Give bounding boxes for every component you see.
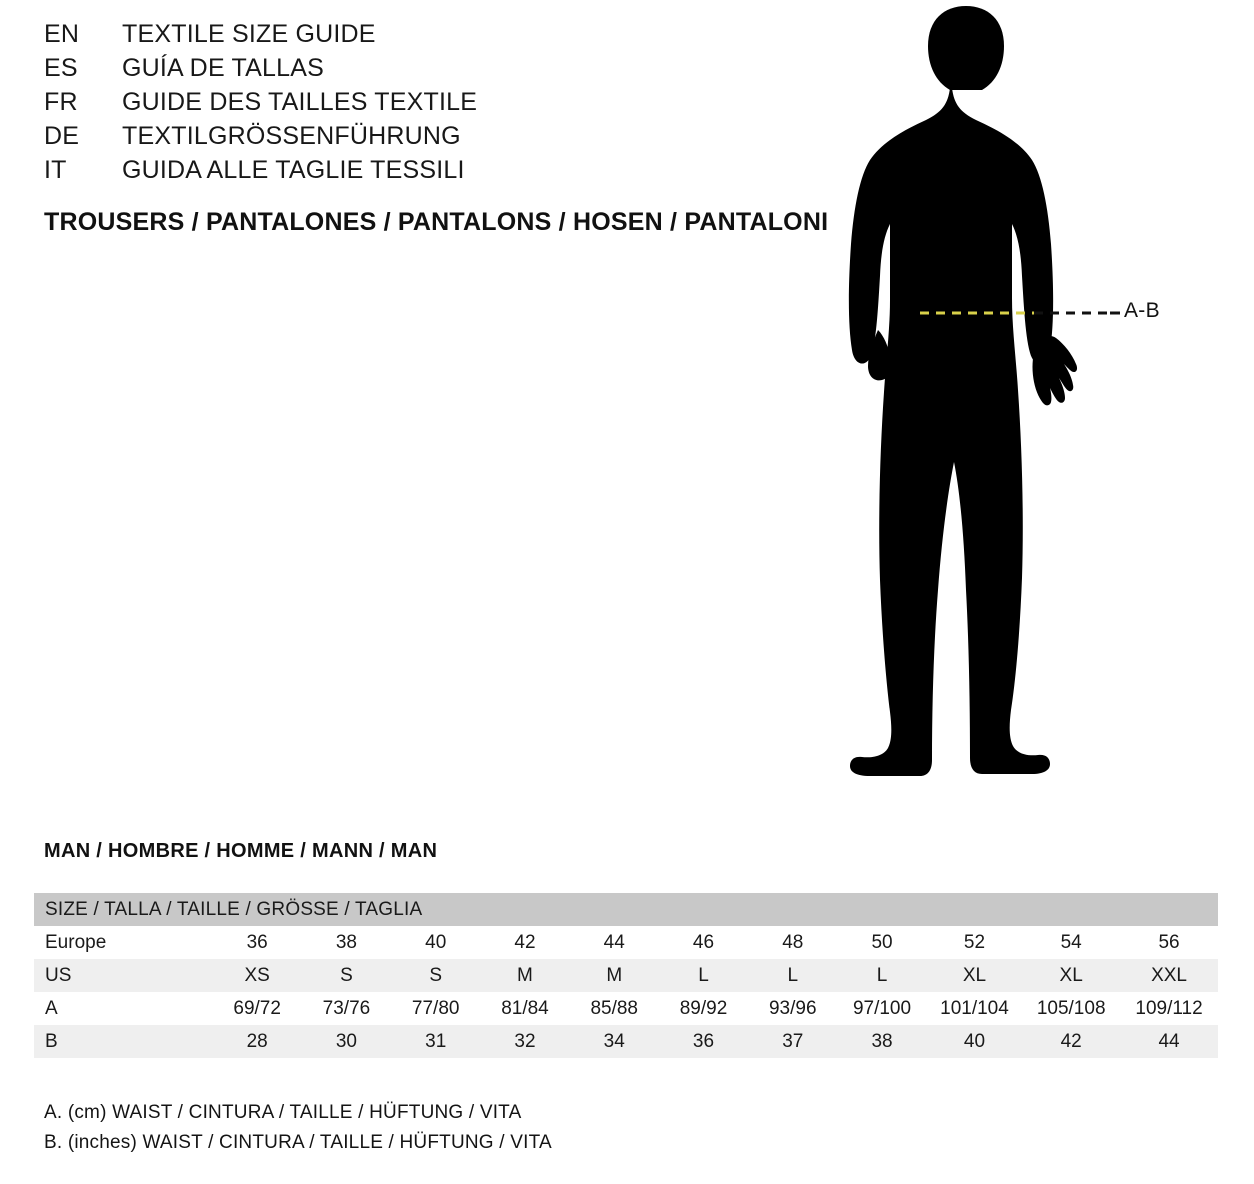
cell: 73/76 <box>302 992 391 1025</box>
cell: 85/88 <box>570 992 659 1025</box>
table-row <box>34 926 1218 959</box>
cell: 34 <box>570 1025 659 1058</box>
cell: 50 <box>837 926 926 959</box>
measure-label-ab: A-B <box>1124 299 1160 322</box>
footnote-a: A. (cm) WAIST / CINTURA / TAILLE / HÜFTUNG / VITA <box>44 1102 522 1123</box>
cell: 46 <box>659 926 748 959</box>
cell: XXL <box>1120 959 1218 992</box>
cell: L <box>837 959 926 992</box>
table-header-label: SIZE / TALLA / TAILLE / GRÖSSE / TAGLIA <box>34 893 1218 926</box>
language-row <box>44 20 804 54</box>
cell: 109/112 <box>1120 992 1218 1025</box>
cell: 52 <box>927 926 1023 959</box>
cell: 81/84 <box>480 992 569 1025</box>
cell: 42 <box>1022 1025 1120 1058</box>
cell: 40 <box>927 1025 1023 1058</box>
cell: XL <box>1022 959 1120 992</box>
cell: 28 <box>213 1025 302 1058</box>
cell: 77/80 <box>391 992 480 1025</box>
man-section-title: MAN / HOMBRE / HOMME / MANN / MAN <box>44 840 438 862</box>
table-row <box>34 992 1218 1025</box>
cell: 42 <box>480 926 569 959</box>
cell: 31 <box>391 1025 480 1058</box>
footnotes <box>44 1098 552 1158</box>
language-code: IT <box>44 156 67 184</box>
cell: 54 <box>1022 926 1120 959</box>
cell: 69/72 <box>213 992 302 1025</box>
cell: 40 <box>391 926 480 959</box>
cell: 97/100 <box>837 992 926 1025</box>
cell: S <box>302 959 391 992</box>
cell: 32 <box>480 1025 569 1058</box>
cell: M <box>570 959 659 992</box>
table-row <box>34 1025 1218 1058</box>
cell: 105/108 <box>1022 992 1120 1025</box>
language-code: EN <box>44 20 80 48</box>
table-header-row <box>34 893 1218 926</box>
cell: XL <box>927 959 1023 992</box>
language-title: TEXTILGRÖSSENFÜHRUNG <box>122 122 461 150</box>
language-title: GUÍA DE TALLAS <box>122 54 324 82</box>
silhouette-body <box>849 6 1077 776</box>
cell: 36 <box>213 926 302 959</box>
row-label: Europe <box>34 926 213 959</box>
language-row <box>44 54 804 88</box>
cell: 89/92 <box>659 992 748 1025</box>
size-table <box>34 893 1218 1058</box>
language-title: TEXTILE SIZE GUIDE <box>122 20 376 48</box>
cell: L <box>748 959 837 992</box>
cell: 48 <box>748 926 837 959</box>
cell: 36 <box>659 1025 748 1058</box>
language-row <box>44 156 804 190</box>
cell: XS <box>213 959 302 992</box>
table-row <box>34 959 1218 992</box>
cell: M <box>480 959 569 992</box>
cell: 38 <box>302 926 391 959</box>
cell: 44 <box>570 926 659 959</box>
cell: 30 <box>302 1025 391 1058</box>
language-title: GUIDA ALLE TAGLIE TESSILI <box>122 156 465 184</box>
row-label: A <box>34 992 213 1025</box>
language-code: FR <box>44 88 78 116</box>
language-code: DE <box>44 122 80 150</box>
cell: S <box>391 959 480 992</box>
language-code: ES <box>44 54 78 82</box>
garment-type-title: TROUSERS / PANTALONES / PANTALONS / HOSEN / PANTALONI <box>44 208 829 236</box>
cell: 44 <box>1120 1025 1218 1058</box>
language-row <box>44 88 804 122</box>
language-title: GUIDE DES TAILLES TEXTILE <box>122 88 478 116</box>
cell: 101/104 <box>927 992 1023 1025</box>
man-silhouette-figure <box>820 0 1200 790</box>
row-label: B <box>34 1025 213 1058</box>
language-row <box>44 122 804 156</box>
row-label: US <box>34 959 213 992</box>
cell: 93/96 <box>748 992 837 1025</box>
footnote-b: B. (inches) WAIST / CINTURA / TAILLE / HÜFTUNG / VITA <box>44 1132 552 1153</box>
cell: 37 <box>748 1025 837 1058</box>
cell: L <box>659 959 748 992</box>
cell: 38 <box>837 1025 926 1058</box>
language-header-block <box>44 20 829 237</box>
cell: 56 <box>1120 926 1218 959</box>
